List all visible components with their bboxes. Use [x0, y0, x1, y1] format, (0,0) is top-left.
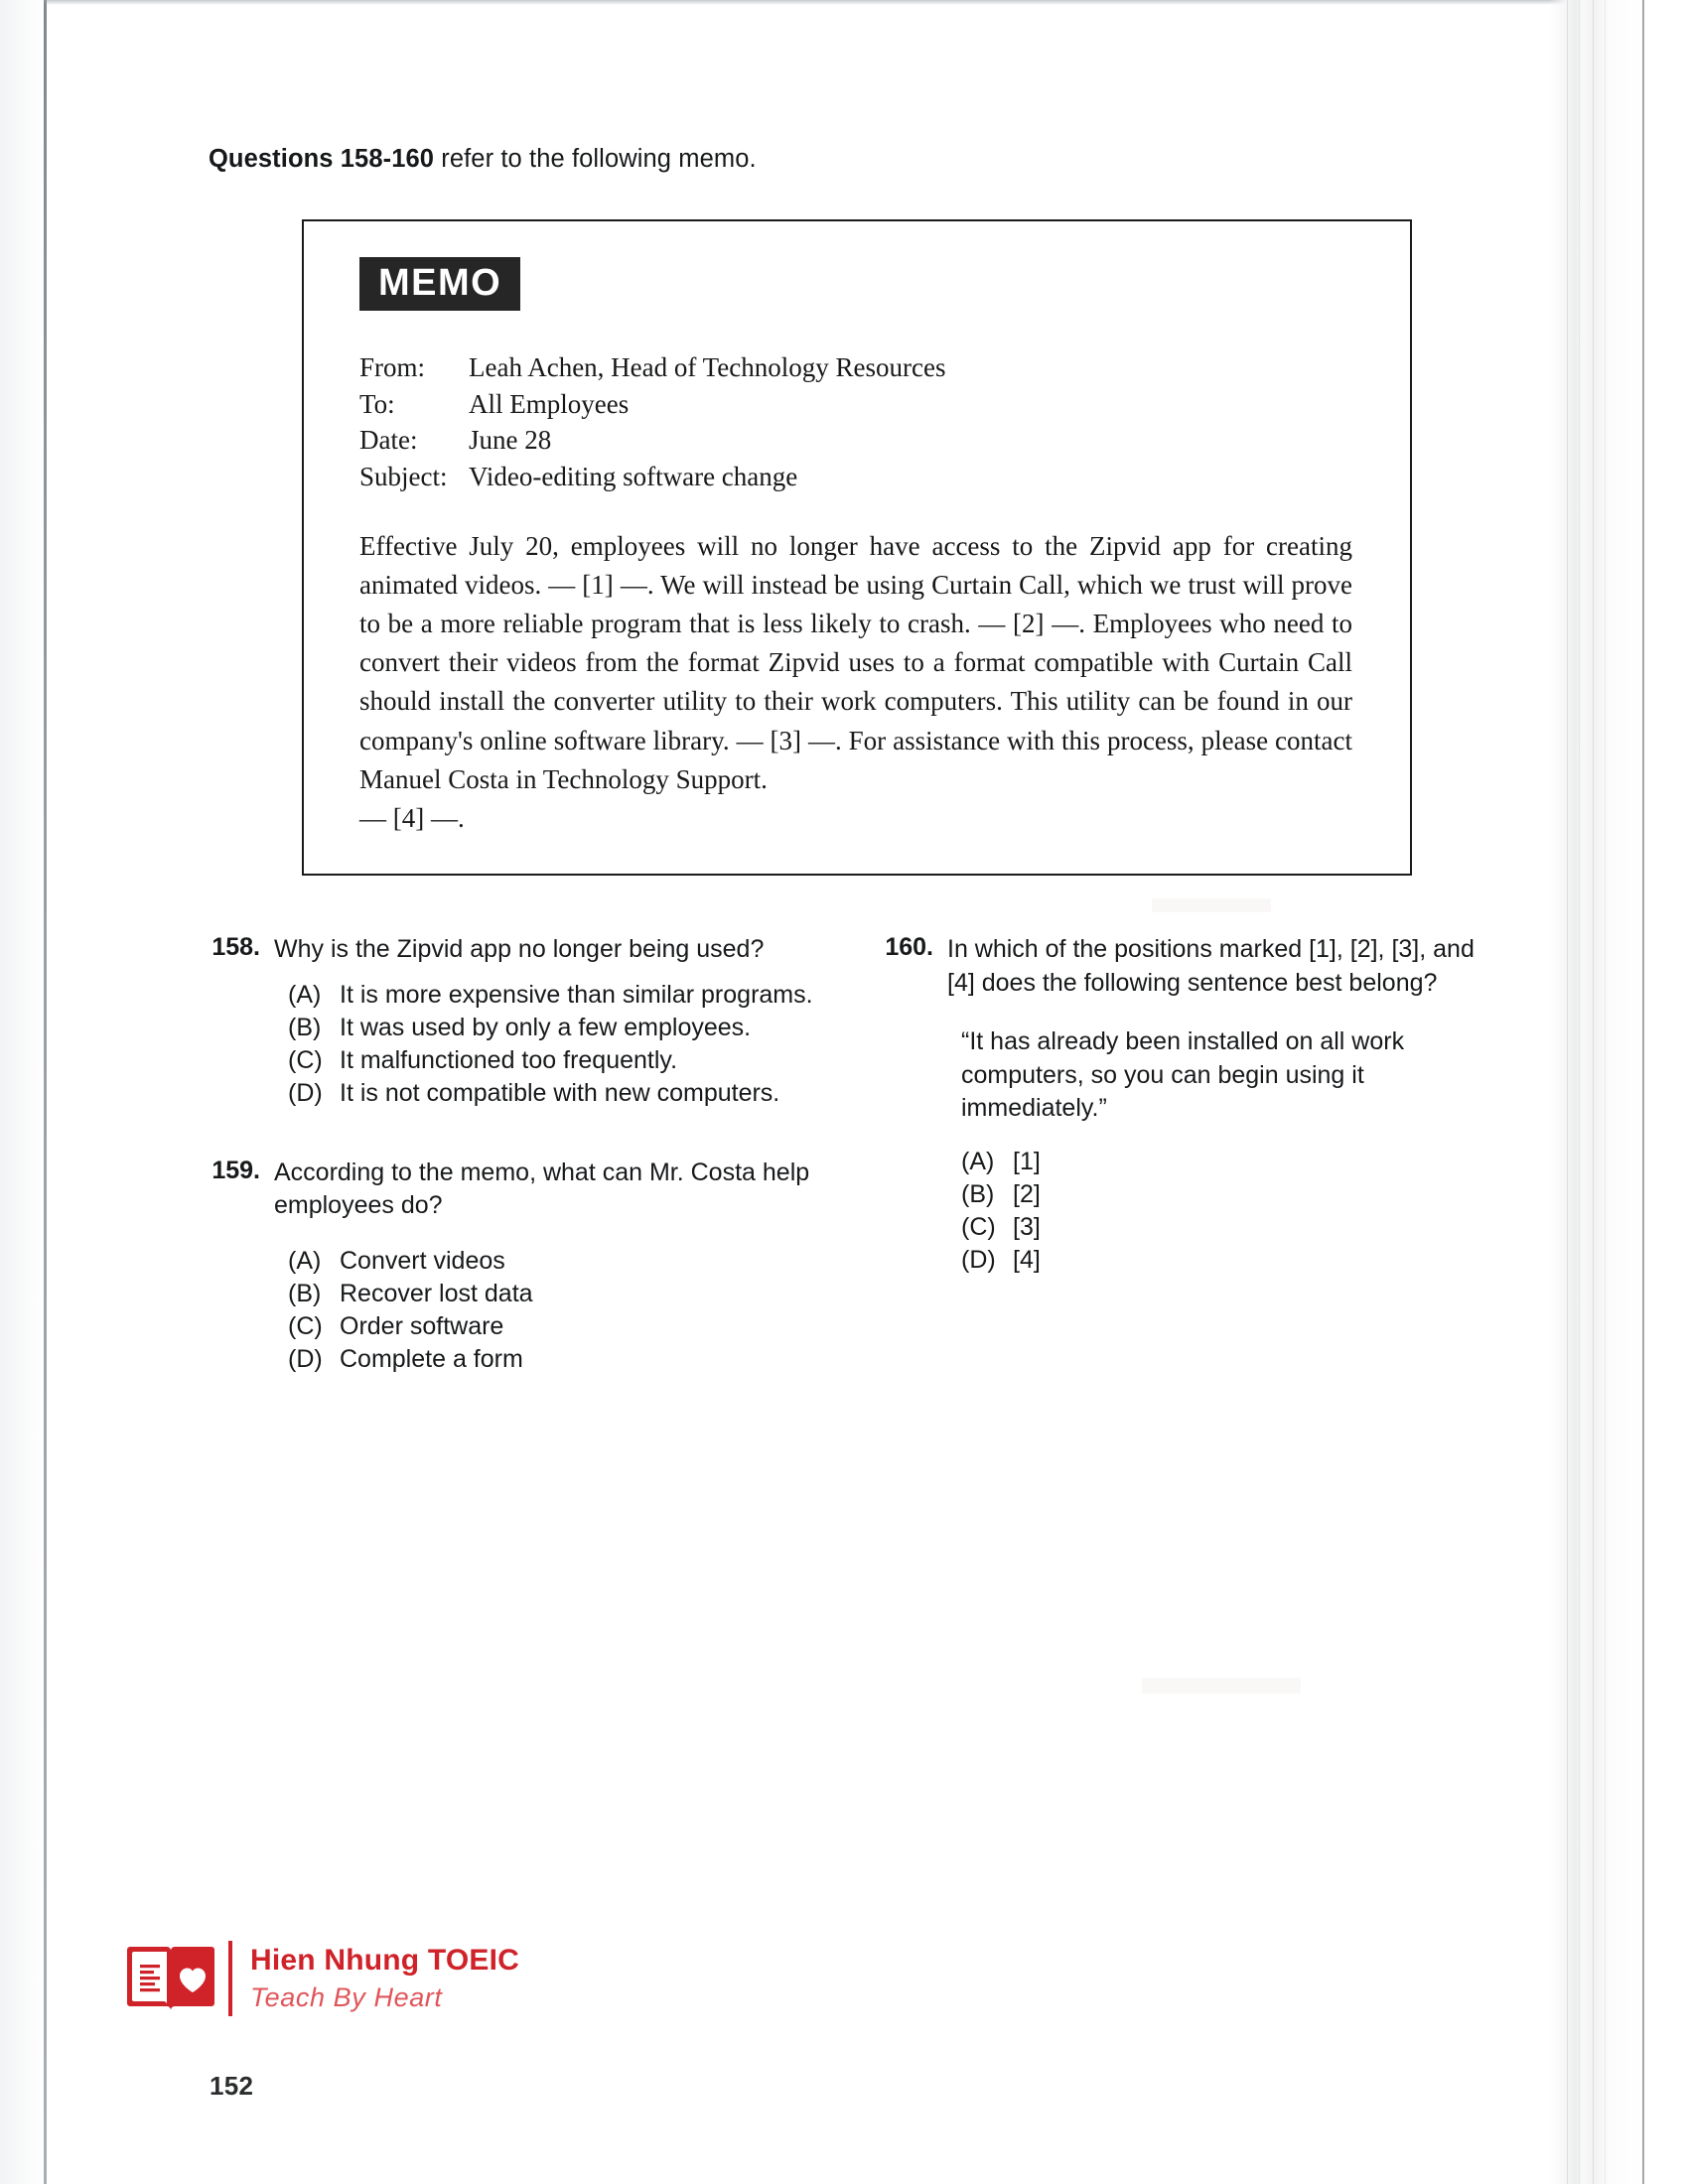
memo-field-from [359, 349, 1362, 386]
option-letter: (A) [288, 980, 322, 1009]
question-159 [209, 1157, 824, 1377]
question-158-number: 158. [211, 933, 260, 961]
memo-field-label: Date: [359, 425, 418, 456]
option-letter: (D) [288, 1079, 323, 1108]
option-letter: (B) [288, 1013, 322, 1041]
option-letter: (B) [961, 1179, 995, 1208]
logo-wordmark [250, 1944, 519, 2013]
open-book-heart-icon [127, 1941, 214, 2016]
question-160-head [882, 933, 1477, 1000]
option-text: It was used by only a few employees. [340, 1013, 752, 1041]
page-number: 152 [210, 2071, 254, 2101]
option-159-d[interactable] [288, 1343, 824, 1376]
option-letter: (D) [288, 1345, 323, 1374]
memo-field-subject [359, 459, 1362, 495]
memo-body-last-line: — [4] —. [359, 802, 465, 833]
question-158-options [288, 979, 824, 1111]
option-158-d[interactable] [288, 1077, 824, 1110]
option-text: It is more expensive than similar programs. [340, 980, 813, 1009]
memo-inner [359, 257, 1362, 838]
question-160-text: In which of the positions marked [1], [2], [3], and [4] does the following sentence best belong? [947, 935, 1475, 997]
memo-badge: MEMO [359, 257, 520, 311]
option-text: [4] [1013, 1246, 1041, 1275]
option-text: [2] [1013, 1179, 1041, 1208]
question-160-number: 160. [885, 933, 933, 961]
question-159-number: 159. [211, 1156, 260, 1184]
question-159-text: According to the memo, what can Mr. Costa help employees do? [274, 1158, 810, 1219]
memo-header-fields [359, 349, 1362, 495]
question-column-left [209, 933, 824, 1411]
memo-field-value: Leah Achen, Head of Technology Resources [469, 352, 946, 382]
memo-field-label: From: [359, 352, 426, 382]
question-160-options [961, 1146, 1477, 1278]
option-text: Complete a form [340, 1345, 523, 1374]
option-text: It is not compatible with new computers. [340, 1079, 780, 1108]
memo-field-value: June 28 [469, 425, 552, 456]
option-text: It malfunctioned too frequently. [340, 1046, 678, 1074]
option-159-c[interactable] [288, 1310, 824, 1343]
option-letter: (A) [288, 1246, 322, 1275]
option-letter: (C) [288, 1312, 323, 1340]
right-outside-margin [1644, 0, 1688, 2184]
question-159-head [209, 1157, 824, 1223]
option-text: [3] [1013, 1213, 1041, 1241]
option-letter: (C) [961, 1213, 996, 1241]
option-text: Recover lost data [340, 1279, 533, 1307]
option-159-b[interactable] [288, 1278, 824, 1310]
logo-divider [228, 1941, 232, 2016]
questions-range-label: Questions 158-160 [209, 145, 435, 173]
option-158-c[interactable] [288, 1044, 824, 1077]
memo-field-value: Video-editing software change [469, 462, 798, 492]
option-letter: (D) [961, 1246, 996, 1275]
question-column-right [882, 933, 1477, 1311]
option-160-c[interactable] [961, 1211, 1477, 1244]
option-160-b[interactable] [961, 1178, 1477, 1211]
option-160-a[interactable] [961, 1146, 1477, 1178]
memo-field-label: Subject: [359, 462, 448, 492]
option-text: [1] [1013, 1147, 1041, 1175]
memo-body-paragraph [359, 527, 1352, 838]
option-text: Order software [340, 1312, 504, 1340]
question-158-head [209, 933, 824, 967]
option-158-b[interactable] [288, 1012, 824, 1044]
questions-prompt-rest: refer to the following memo. [434, 145, 757, 173]
logo-subtitle: Teach By Heart [250, 1981, 443, 2012]
option-text: Convert videos [340, 1246, 505, 1275]
memo-passage-box [302, 219, 1412, 876]
option-letter: (C) [288, 1046, 323, 1074]
memo-field-to [359, 386, 1362, 423]
option-160-d[interactable] [961, 1244, 1477, 1277]
memo-field-label: To: [359, 388, 395, 419]
question-160 [882, 933, 1477, 1278]
option-159-a[interactable] [288, 1245, 824, 1278]
question-160-quoted-sentence: “It has already been installed on all work computers, so you can begin using it immediately.” [961, 1027, 1405, 1122]
memo-field-date [359, 422, 1362, 459]
option-letter: (A) [961, 1147, 995, 1175]
question-158-text: Why is the Zipvid app no longer being used? [274, 935, 765, 963]
logo-title: Hien Nhung TOEIC [250, 1944, 519, 1978]
memo-field-value: All Employees [469, 388, 630, 419]
option-158-a[interactable] [288, 979, 824, 1012]
memo-body-text: Effective July 20, employees will no longer have access to the Zipvid app for creating animated videos. — [1] —. We will instead be using Curtain Call, which we trust will prove to be a more reliable program that is less likely to crash. — [2] —. Employees who need to convert their videos from the format Zipvid uses to a format compatible with Curtain Call should install the converter utility to their work computers. This utility can be found in our company's online software library. — [3] —. For assistance with this process, please contact Manuel Costa in Technology Support. [359, 530, 1352, 794]
question-159-options [288, 1245, 824, 1377]
questions-prompt [209, 145, 757, 174]
footer-logo [127, 1941, 519, 2016]
question-158 [209, 933, 824, 1111]
option-letter: (B) [288, 1279, 322, 1307]
